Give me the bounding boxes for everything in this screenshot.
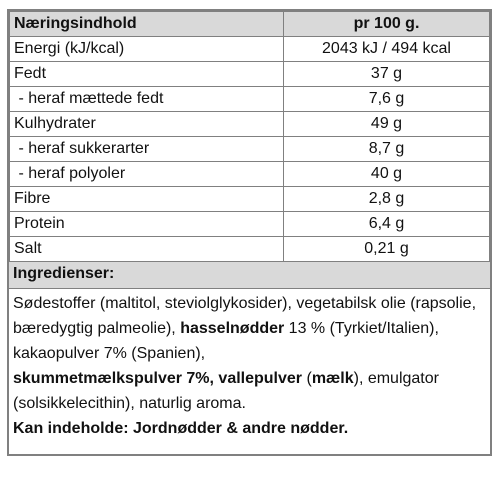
header-value: pr 100 g. [284, 12, 490, 37]
row-label: - heraf sukkerarter [10, 137, 284, 162]
ingredients-text-part: 13 % (Tyrkiet/Italien), kakaopulver 7% (Spanien), [13, 320, 439, 362]
ingredients-text-part: ( [302, 370, 312, 387]
table-row [10, 212, 490, 237]
nutrition-table [9, 11, 490, 262]
table-row [10, 162, 490, 187]
table-row [10, 62, 490, 87]
ingredients-text [9, 289, 490, 443]
table-header-row [10, 12, 490, 37]
row-value: 8,7 g [284, 137, 490, 162]
row-value: 2,8 g [284, 187, 490, 212]
table-row [10, 87, 490, 112]
row-value: 7,6 g [284, 87, 490, 112]
header-label: Næringsindhold [10, 12, 284, 37]
row-value: 49 g [284, 112, 490, 137]
row-value: 2043 kJ / 494 kcal [284, 37, 490, 62]
ingredients-title: Ingredienser: [9, 262, 490, 289]
table-row [10, 37, 490, 62]
table-row [10, 237, 490, 262]
allergen-hazelnuts: hasselnødder [180, 320, 285, 337]
row-label: Salt [10, 237, 284, 262]
row-label: Fibre [10, 187, 284, 212]
row-value: 37 g [284, 62, 490, 87]
allergen-milk: mælk [311, 370, 354, 387]
row-label: Kulhydrater [10, 112, 284, 137]
ingredients-text-part: Sødestoffer (maltitol, steviolglykosider), vegetabilsk olie (rapsolie, bæredygtig palmeolie), [13, 295, 477, 337]
row-label: - heraf mættede fedt [10, 87, 284, 112]
may-contain-warning: Kan indeholde: Jordnødder & andre nødder. [13, 420, 349, 437]
row-label: Fedt [10, 62, 284, 87]
nutrition-panel [7, 9, 492, 456]
allergen-milk-powders: skummetmælkspulver 7%, vallepulver [13, 370, 303, 387]
row-label: - heraf polyoler [10, 162, 284, 187]
table-row [10, 112, 490, 137]
row-value: 6,4 g [284, 212, 490, 237]
row-value: 0,21 g [284, 237, 490, 262]
row-label: Protein [10, 212, 284, 237]
table-row [10, 187, 490, 212]
table-row [10, 137, 490, 162]
row-label: Energi (kJ/kcal) [10, 37, 284, 62]
ingredients-text-part: ), emulgator (solsikkelecithin), naturlig aroma. [13, 370, 439, 412]
row-value: 40 g [284, 162, 490, 187]
